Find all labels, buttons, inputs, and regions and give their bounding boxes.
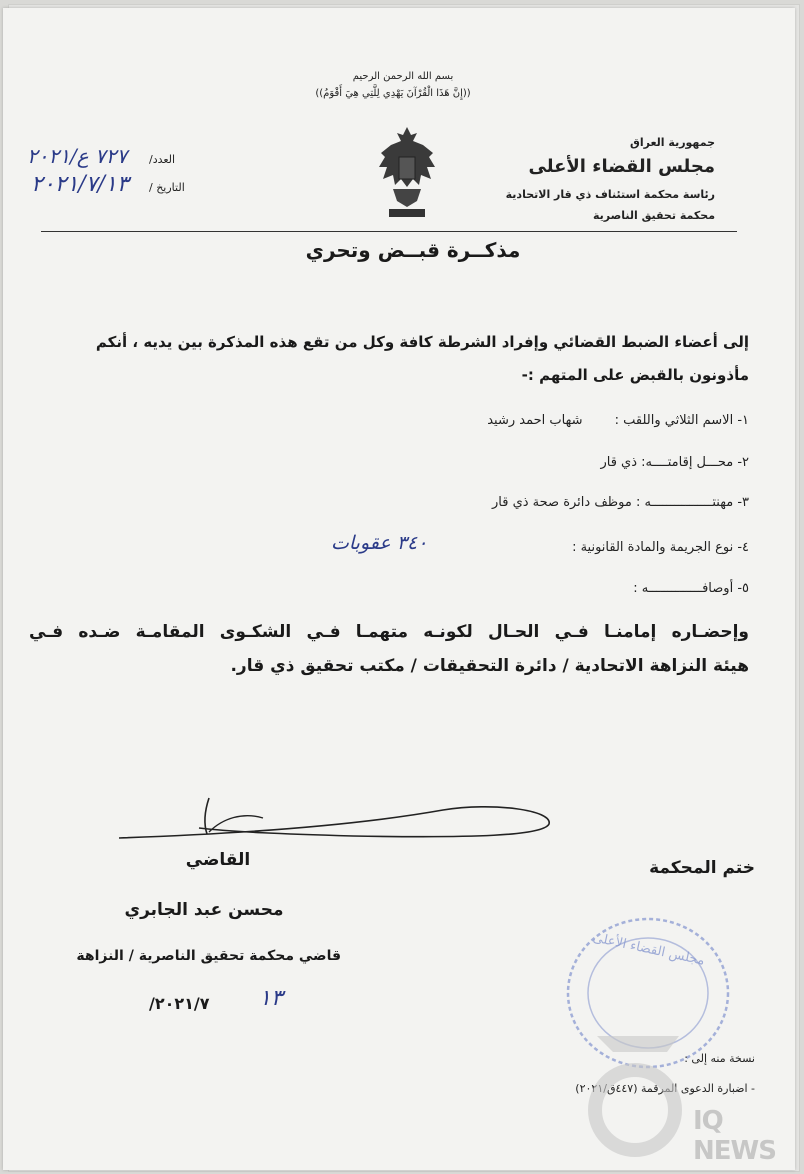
iq-news-watermark-icon — [583, 1028, 693, 1158]
item-label: ٤- نوع الجريمة والمادة القانونية : — [572, 540, 749, 555]
court-seal-label: ختم المحكمة — [649, 858, 755, 878]
iraq-eagle-emblem-icon — [373, 123, 441, 223]
item-value: شهاب احمد رشيد — [487, 413, 583, 428]
quran-verse: ((إِنَّ هَذَا الْقُرْآنَ يَهْدِي لِلَّتِي هِيَ أَقْوَمُ)) — [315, 88, 471, 99]
item-crime-type — [149, 540, 749, 555]
memo-paragraph-3: وإحضـاره إمامنـا فـي الحـال لكونـه متهمـا فـي الشكـوى المقامـة ضـده فـي — [29, 622, 749, 642]
header-divider — [41, 231, 737, 232]
item-label: ٢- محـــل إقامتــــه: — [641, 455, 749, 470]
crime-type-value: ٣٤٠ عقوبات — [331, 532, 428, 554]
presidency-label: رئاسة محكمة استئناف ذي قار الاتحادية — [505, 188, 715, 201]
item-residence — [149, 455, 749, 470]
basmala: بسم الله الرحمن الرحيم — [352, 71, 454, 82]
item-description — [149, 581, 749, 596]
copy-to-label: نسخة منه إلى : — [684, 1052, 755, 1065]
republic-label: جمهورية العراق — [630, 136, 715, 149]
date-label: التاريخ / — [149, 181, 185, 194]
issue-day: ١٣ — [259, 986, 283, 1011]
item-full-name — [149, 413, 749, 428]
item-value: ذي قار — [600, 455, 638, 470]
issue-date: ٢٠٢١/٧/ — [149, 994, 210, 1013]
memo-paragraph-2: مأذونون بالقبض على المتهم :- — [521, 366, 749, 384]
item-label: ١- الاسم الثلاثي واللقب : — [614, 413, 749, 428]
stamp-text: مجلس القضاء الأعلى — [591, 930, 707, 969]
document-page — [3, 8, 795, 1170]
number-label: العدد/ — [149, 153, 176, 166]
memo-title: مذكــرة قبــض وتحري — [305, 238, 521, 262]
item-value: موظف دائرة صحة ذي قار — [491, 495, 632, 510]
judge-signature-icon — [113, 788, 563, 848]
judge-name: محسن عبد الجابري — [124, 900, 284, 920]
memo-paragraph-1: إلى أعضاء الضبط القضائي وإفراد الشرطة كافة وكل من تقع هذه المذكرة بين يديه ، أنكم — [95, 333, 749, 351]
item-label: ٣- مهنتــــــــــــــــه : — [635, 495, 749, 510]
council-label: مجلس القضاء الأعلى — [528, 156, 715, 177]
case-file-reference: - اضبارة الدعوى المرقمة (٤٤٧ق/٢٠٢١) — [575, 1082, 755, 1095]
item-label: ٥- أوصافــــــــــــــه : — [633, 581, 749, 596]
judge-title: قاضي محكمة تحقيق الناصرية / النزاهة — [76, 948, 341, 964]
court-label: محكمة تحقيق الناصرية — [592, 209, 715, 222]
date-value: ٢٠٢١/٧/١٣ — [31, 172, 129, 197]
judge-role: القاضي — [185, 850, 251, 870]
memo-paragraph-4: هيئة النزاهة الاتحادية / دائرة التحقيقات / مكتب تحقيق ذي قار. — [230, 656, 749, 676]
item-profession — [149, 495, 749, 510]
watermark-text: IQ NEWS — [693, 1106, 776, 1166]
number-value: ٧٢٧ ع/٢٠٢١ — [27, 144, 128, 168]
